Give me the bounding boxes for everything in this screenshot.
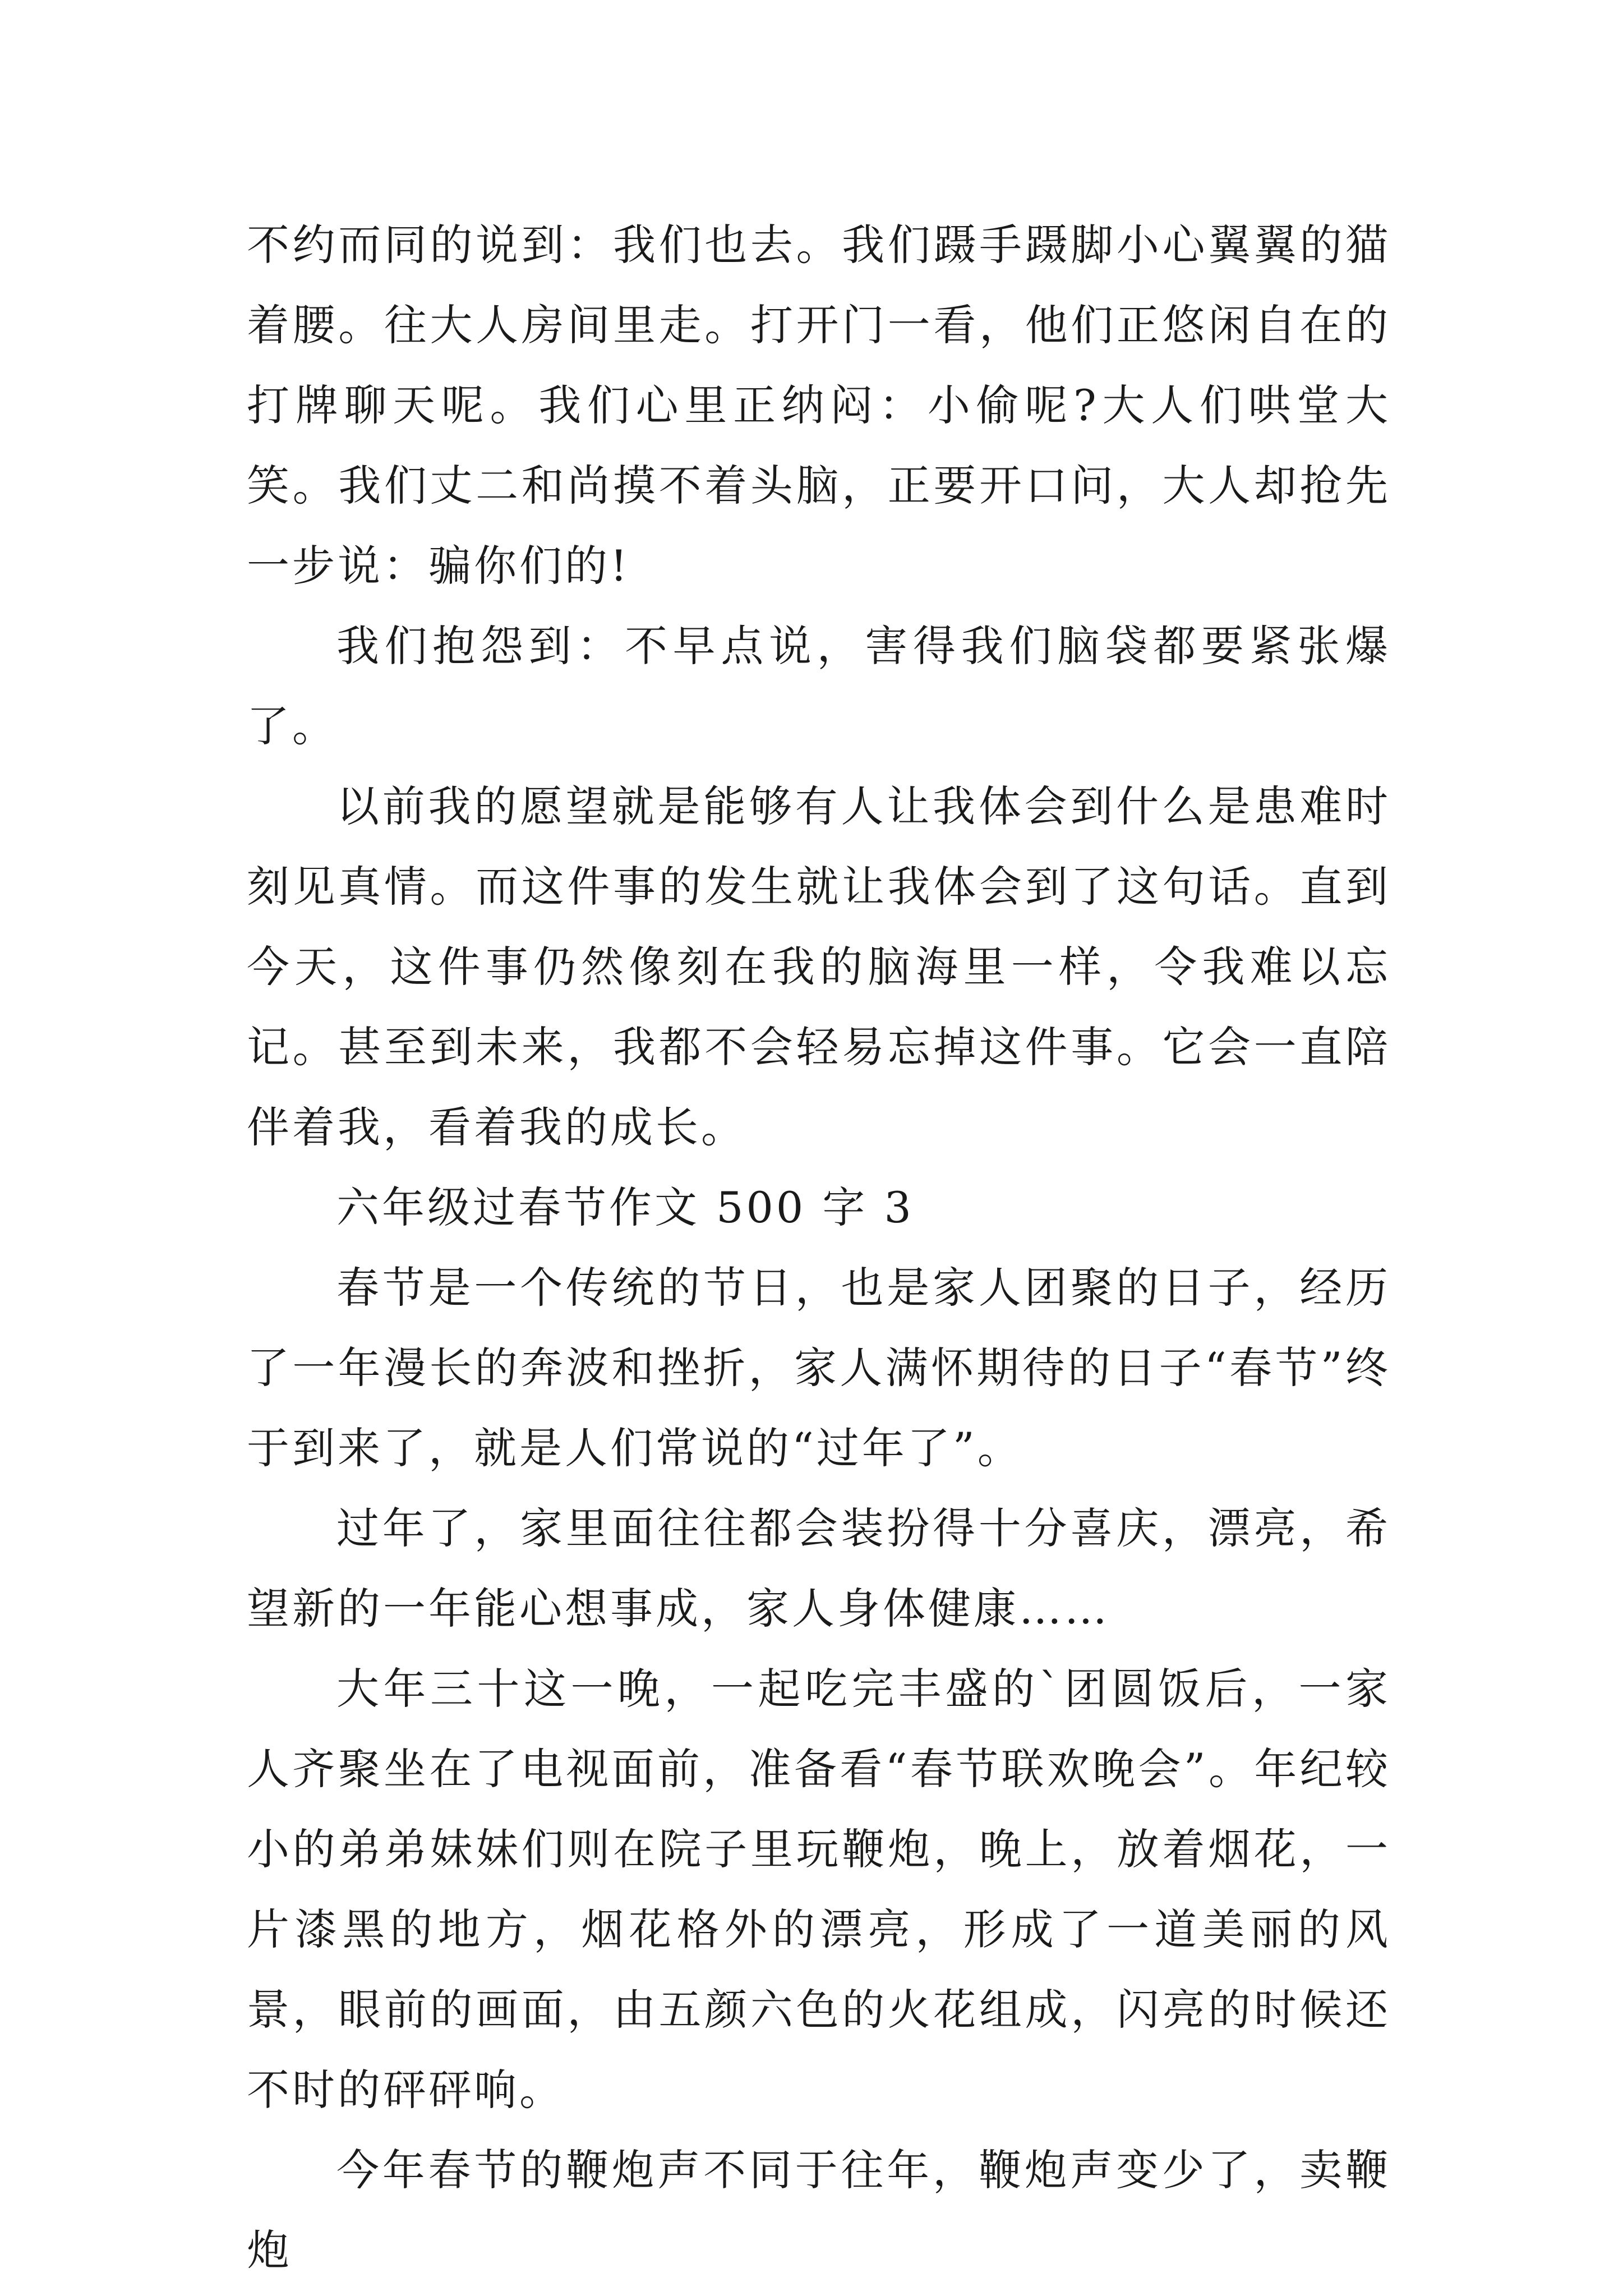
paragraph: 我们抱怨到：不早点说，害得我们脑袋都要紧张爆了。	[247, 621, 1391, 751]
paragraph: 以前我的愿望就是能够有人让我体会到什么是患难时刻见真情。而这件事的发生就让我体会到了这句话。直到今天，这件事仍然像刻在我的脑海里一样，令我难以忘记。甚至到未来，我都不会轻易忘掉这件事。它会一直陪伴着我，看着我的成长。	[247, 781, 1391, 1152]
document-body	[247, 205, 1391, 2290]
section-heading: 六年级过春节作文 500 字 3	[336, 1182, 914, 1232]
paragraph: 不约而同的说到：我们也去。我们蹑手蹑脚小心翼翼的猫着腰。往大人房间里走。打开门一看，他们正悠闲自在的打牌聊天呢。我们心里正纳闷：小偷呢?大人们哄堂大笑。我们丈二和尚摸不着头脑，正要开口问，大人却抢先一步说：骗你们的!	[247, 220, 1391, 591]
paragraph: 过年了，家里面往往都会装扮得十分喜庆，漂亮，希望新的一年能心想事成，家人身体健康……	[247, 1503, 1391, 1634]
paragraph: 今年春节的鞭炮声不同于往年，鞭炮声变少了，卖鞭炮	[247, 2145, 1391, 2275]
paragraph: 大年三十这一晚，一起吃完丰盛的`团圆饭后，一家人齐聚坐在了电视面前，准备看“春节联欢晚会”。年纪较小的弟弟妹妹们则在院子里玩鞭炮，晚上，放着烟花，一片漆黑的地方，烟花格外的漂亮，形成了一道美丽的风景，眼前的画面，由五颜六色的火花组成，闪亮的时候还不时的砰砰响。	[247, 1664, 1391, 2115]
paragraph: 春节是一个传统的节日，也是家人团聚的日子，经历了一年漫长的奔波和挫折，家人满怀期待的日子“春节”终于到来了，就是人们常说的“过年了”。	[247, 1263, 1391, 1473]
